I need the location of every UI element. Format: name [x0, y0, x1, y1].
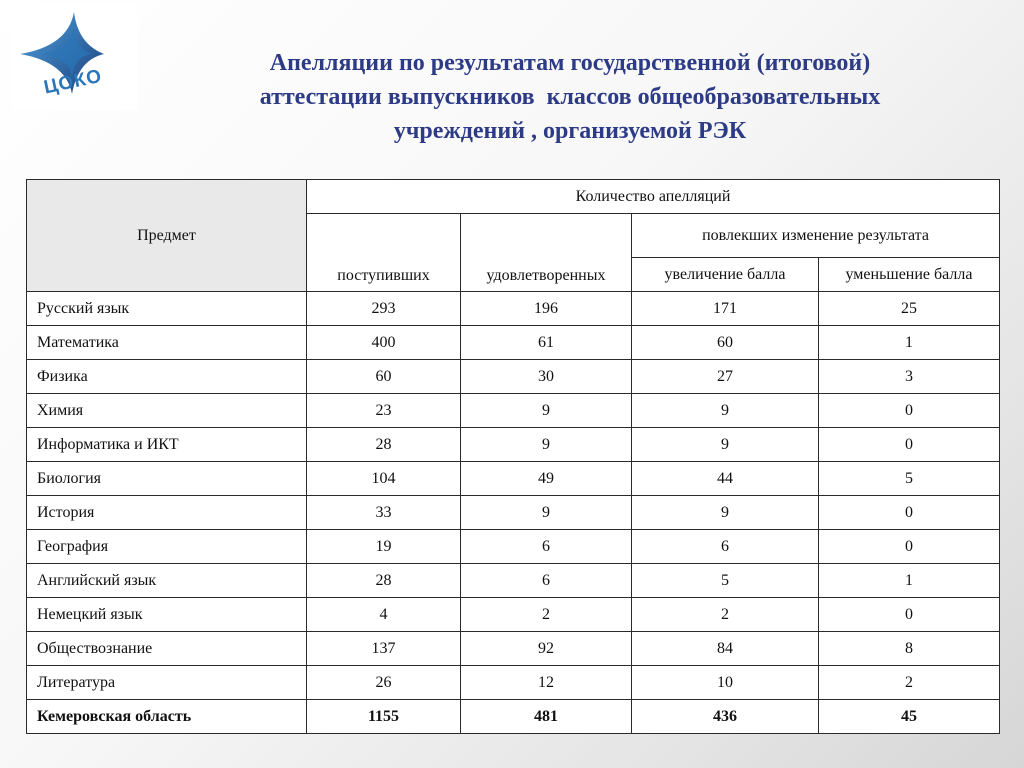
received-cell: 23	[307, 394, 461, 428]
table-row	[27, 598, 1000, 632]
header-satisfied: удовлетворенных	[461, 214, 632, 292]
decrease-cell: 1	[819, 564, 1000, 598]
table-row	[27, 326, 1000, 360]
title-line: учреждений , организуемой РЭК	[393, 118, 747, 144]
received-cell: 28	[307, 564, 461, 598]
header-increase: увеличение балла	[632, 258, 819, 292]
total-row	[27, 700, 1000, 734]
table-row	[27, 462, 1000, 496]
total-received-cell: 1155	[307, 700, 461, 734]
total-decrease-cell: 45	[819, 700, 1000, 734]
decrease-cell: 25	[819, 292, 1000, 326]
satisfied-cell: 9	[461, 428, 632, 462]
header-received: поступивших	[307, 214, 461, 292]
increase-cell: 84	[632, 632, 819, 666]
total-satisfied-cell: 481	[461, 700, 632, 734]
decrease-cell: 8	[819, 632, 1000, 666]
subject-cell: География	[27, 530, 307, 564]
increase-cell: 6	[632, 530, 819, 564]
increase-cell: 27	[632, 360, 819, 394]
subject-cell: Литература	[27, 666, 307, 700]
decrease-cell: 0	[819, 496, 1000, 530]
table-row	[27, 666, 1000, 700]
total-increase-cell: 436	[632, 700, 819, 734]
subject-cell: Русский язык	[27, 292, 307, 326]
subject-cell: Биология	[27, 462, 307, 496]
subject-cell: История	[27, 496, 307, 530]
increase-cell: 171	[632, 292, 819, 326]
appeals-table	[26, 179, 1000, 734]
decrease-cell: 0	[819, 598, 1000, 632]
page-title	[170, 46, 970, 148]
subject-cell: Информатика и ИКТ	[27, 428, 307, 462]
header-subject: Предмет	[27, 180, 307, 292]
received-cell: 33	[307, 496, 461, 530]
decrease-cell: 5	[819, 462, 1000, 496]
subject-cell: Немецкий язык	[27, 598, 307, 632]
table-row	[27, 564, 1000, 598]
table-row	[27, 292, 1000, 326]
table-row	[27, 530, 1000, 564]
table-row	[27, 496, 1000, 530]
table-row	[27, 360, 1000, 394]
title-line: Апелляции по результатам государственной (итоговой)	[269, 50, 871, 76]
table-row	[27, 428, 1000, 462]
satisfied-cell: 49	[461, 462, 632, 496]
received-cell: 28	[307, 428, 461, 462]
subject-cell: Английский язык	[27, 564, 307, 598]
header-decrease: уменьшение балла	[819, 258, 1000, 292]
decrease-cell: 0	[819, 530, 1000, 564]
satisfied-cell: 2	[461, 598, 632, 632]
received-cell: 104	[307, 462, 461, 496]
satisfied-cell: 92	[461, 632, 632, 666]
decrease-cell: 1	[819, 326, 1000, 360]
subject-cell: Химия	[27, 394, 307, 428]
increase-cell: 9	[632, 496, 819, 530]
subject-cell: Физика	[27, 360, 307, 394]
received-cell: 400	[307, 326, 461, 360]
received-cell: 26	[307, 666, 461, 700]
increase-cell: 44	[632, 462, 819, 496]
satisfied-cell: 12	[461, 666, 632, 700]
logo-star-icon	[12, 4, 137, 110]
satisfied-cell: 6	[461, 530, 632, 564]
satisfied-cell: 9	[461, 394, 632, 428]
subject-cell: Обществознание	[27, 632, 307, 666]
increase-cell: 10	[632, 666, 819, 700]
table-row	[27, 632, 1000, 666]
decrease-cell: 0	[819, 394, 1000, 428]
received-cell: 60	[307, 360, 461, 394]
received-cell: 293	[307, 292, 461, 326]
decrease-cell: 3	[819, 360, 1000, 394]
header-appeal-count: Количество апелляций	[307, 180, 1000, 214]
received-cell: 137	[307, 632, 461, 666]
received-cell: 4	[307, 598, 461, 632]
decrease-cell: 0	[819, 428, 1000, 462]
satisfied-cell: 9	[461, 496, 632, 530]
satisfied-cell: 61	[461, 326, 632, 360]
decrease-cell: 2	[819, 666, 1000, 700]
logo-text: ЦОКО	[42, 65, 105, 99]
satisfied-cell: 6	[461, 564, 632, 598]
header-changed: повлекших изменение результата	[632, 214, 1000, 258]
total-subject-cell: Кемеровская область	[27, 700, 307, 734]
logo	[12, 4, 137, 110]
increase-cell: 2	[632, 598, 819, 632]
received-cell: 19	[307, 530, 461, 564]
increase-cell: 9	[632, 394, 819, 428]
increase-cell: 60	[632, 326, 819, 360]
increase-cell: 5	[632, 564, 819, 598]
title-line: аттестации выпускников классов общеобразовательных	[259, 84, 881, 110]
subject-cell: Математика	[27, 326, 307, 360]
satisfied-cell: 30	[461, 360, 632, 394]
increase-cell: 9	[632, 428, 819, 462]
table-row	[27, 394, 1000, 428]
satisfied-cell: 196	[461, 292, 632, 326]
